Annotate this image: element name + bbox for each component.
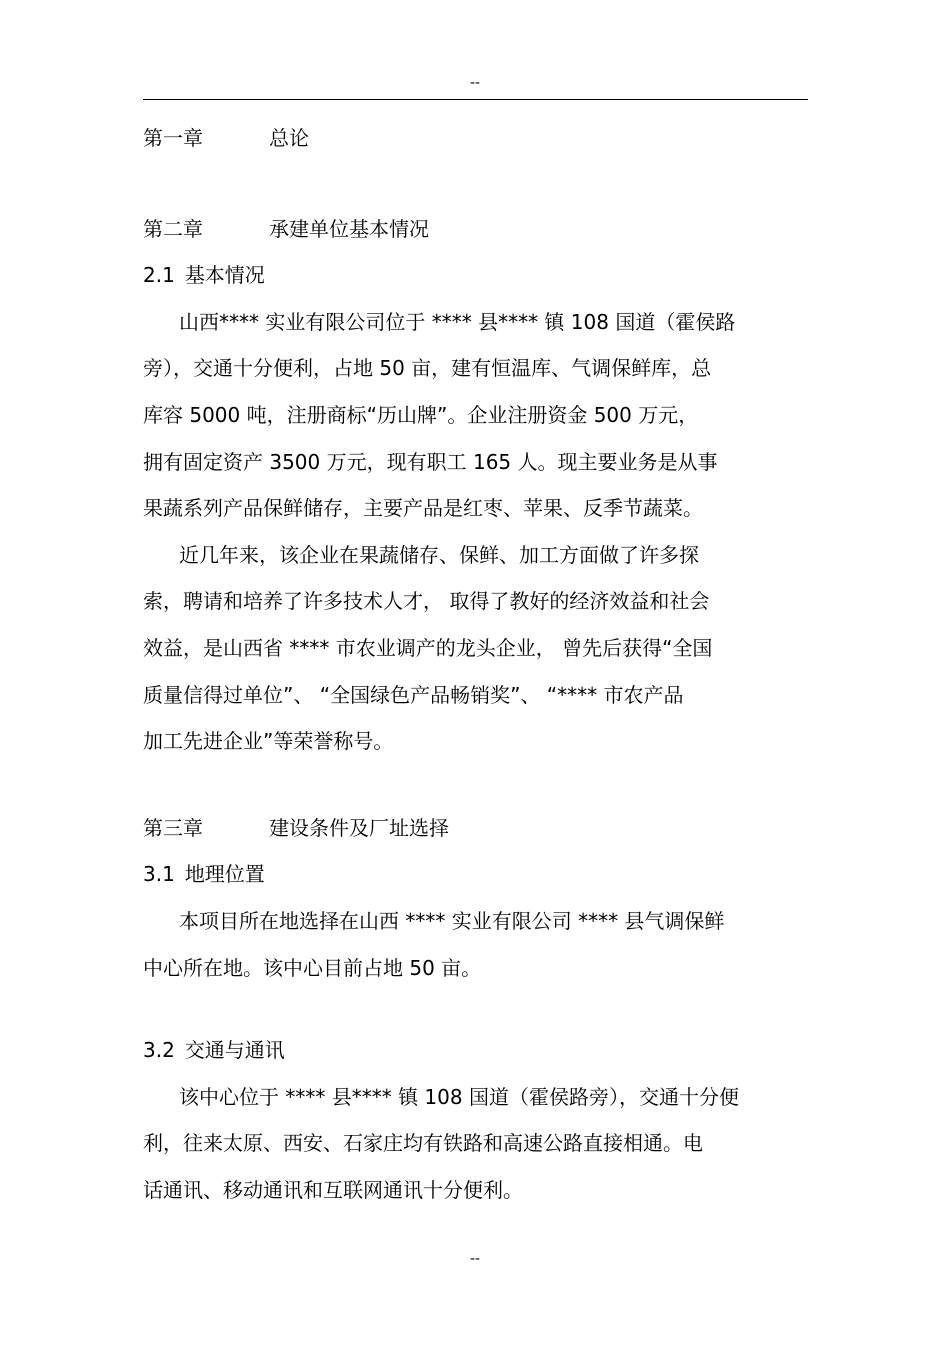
chapter-2-heading bbox=[143, 206, 808, 253]
section-number: 3.1 bbox=[143, 862, 175, 887]
paragraph-line: 话通讯、移动通讯和互联网通讯十分便利。 bbox=[143, 1177, 523, 1202]
paragraph-transport bbox=[143, 1074, 808, 1214]
paragraph-line: 利，往来太原、西安、石家庄均有铁路和高速公路直接相通。电 bbox=[143, 1131, 703, 1156]
section-title: 交通与通讯 bbox=[184, 1038, 285, 1063]
section-2-1-heading bbox=[143, 252, 808, 299]
paragraph-line: 加工先进企业”等荣誉称号。 bbox=[143, 729, 394, 754]
section-3-1-heading bbox=[143, 851, 808, 898]
header-mark: -- bbox=[469, 75, 481, 91]
paragraph-line: 质量信得过单位”、 “全国绿色产品畅销奖”、 “**** 市农产品 bbox=[143, 682, 684, 707]
section-title: 地理位置 bbox=[184, 862, 265, 887]
chapter-title: 承建单位基本情况 bbox=[269, 216, 429, 241]
paragraph-line: 山西**** 实业有限公司位于 **** 县**** 镇 108 国道（霍侯路 bbox=[179, 309, 736, 334]
paragraph-line: 中心所在地。该中心目前占地 50 亩。 bbox=[143, 955, 482, 980]
section-3-2-heading bbox=[143, 1027, 808, 1074]
paragraph-line: 旁），交通十分便利，占地 50 亩，建有恒温库、气调保鲜库，总 bbox=[143, 356, 712, 381]
chapter-1-heading bbox=[143, 115, 808, 162]
chapter-number: 第二章 bbox=[143, 216, 203, 241]
footer-mark: -- bbox=[469, 1251, 481, 1267]
paragraph-line: 效益，是山西省 **** 市农业调产的龙头企业， 曾先后获得“全国 bbox=[143, 635, 713, 660]
section-number: 2.1 bbox=[143, 263, 175, 288]
paragraph-line: 近几年来，该企业在果蔬储存、保鲜、加工方面做了许多探 bbox=[179, 542, 699, 567]
chapter-number: 第三章 bbox=[143, 815, 203, 840]
paragraph-line: 该中心位于 **** 县**** 镇 108 国道（霍侯路旁），交通十分便 bbox=[179, 1084, 739, 1109]
chapter-title: 总论 bbox=[269, 126, 309, 150]
paragraph-achievements bbox=[143, 532, 808, 765]
document-body bbox=[143, 115, 808, 1213]
paragraph-line: 本项目所在地选择在山西 **** 实业有限公司 **** 县气调保鲜 bbox=[179, 908, 725, 933]
section-title: 基本情况 bbox=[184, 263, 265, 288]
header-rule bbox=[143, 99, 808, 100]
paragraph-line: 拥有固定资产 3500 万元，现有职工 165 人。现主要业务是从事 bbox=[143, 449, 718, 474]
paragraph-location bbox=[143, 898, 808, 991]
chapter-3-heading bbox=[143, 805, 808, 852]
paragraph-line: 索，聘请和培养了许多技术人才， 取得了教好的经济效益和社会 bbox=[143, 589, 710, 614]
section-number: 3.2 bbox=[143, 1038, 175, 1063]
chapter-title: 建设条件及厂址选择 bbox=[269, 815, 449, 840]
paragraph-basic-info bbox=[143, 299, 808, 532]
chapter-number: 第一章 bbox=[143, 126, 203, 150]
paragraph-line: 果蔬系列产品保鲜储存，主要产品是红枣、苹果、反季节蔬菜。 bbox=[143, 496, 703, 521]
paragraph-line: 库容 5000 吨，注册商标“历山牌”。企业注册资金 500 万元， bbox=[143, 402, 699, 427]
